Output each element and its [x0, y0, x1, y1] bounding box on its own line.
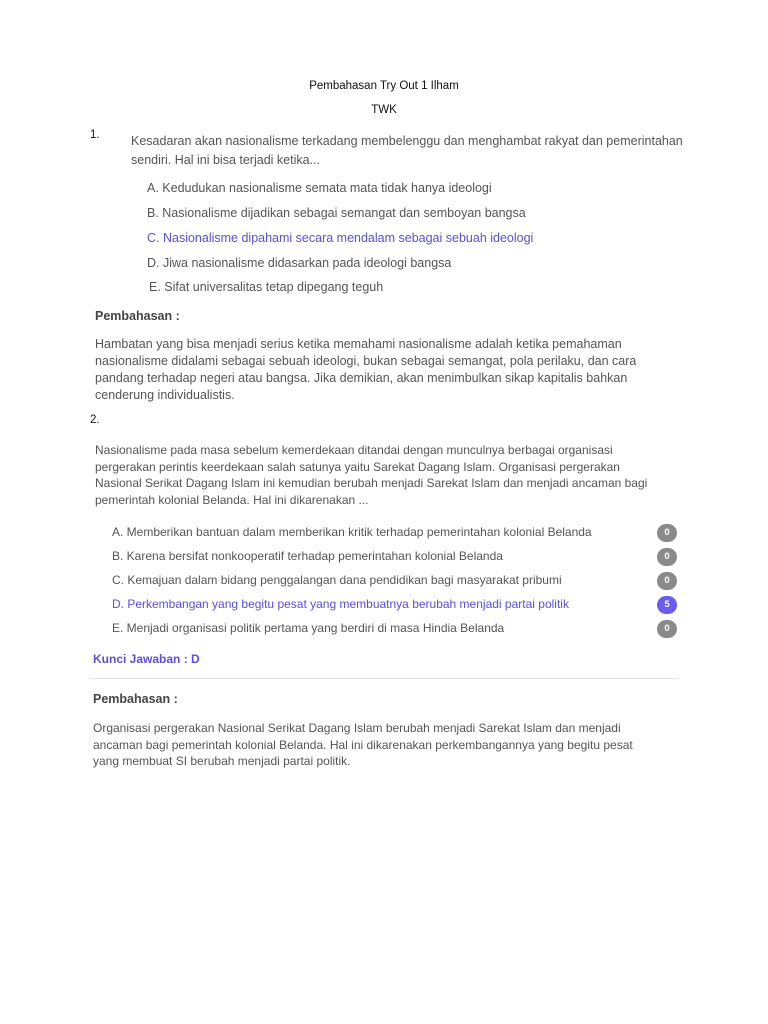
answer-count-badge: 0	[657, 524, 677, 542]
stem-line: Nasional Serikat Dagang Islam ini kemudian berubah menjadi Sarekat Islam dan menjadi ancaman bagi	[95, 476, 648, 490]
question-1-option-b: B. Nasionalisme dijadikan sebagai semangat dan semboyan bangsa	[147, 206, 526, 220]
explanation-line: cenderung individualistis.	[95, 388, 235, 402]
explanation-line: Hambatan yang bisa menjadi serius ketika memahami nasionalisme adalah ketika pemahaman	[95, 337, 622, 351]
question-2-stem	[95, 442, 695, 508]
question-2-option-e: E. Menjadi organisasi politik pertama yang berdiri di masa Hindia Belanda	[112, 621, 505, 635]
answer-key: Kunci Jawaban : D	[93, 652, 200, 666]
question-1-option-a: A. Kedudukan nasionalisme semata mata tidak hanya ideologi	[147, 181, 492, 195]
question-2-option-a: A. Memberikan bantuan dalam memberikan kritik terhadap pemerintahan kolonial Belanda	[112, 525, 592, 539]
question-1-explanation	[95, 336, 695, 404]
question-1-stem	[131, 132, 731, 170]
question-1-explanation-label: Pembahasan :	[95, 309, 180, 323]
question-2-number: 2.	[90, 414, 100, 426]
document-subtitle: TWK	[371, 104, 397, 116]
answer-count-badge: 0	[657, 620, 677, 638]
divider	[90, 678, 678, 679]
question-2-explanation-label: Pembahasan :	[93, 692, 178, 706]
answer-count-badge: 0	[657, 572, 677, 590]
explanation-line: pandang terhadap negeri atau bangsa. Jika demikian, akan menimbulkan sikap kapitalis bahkan	[95, 371, 628, 385]
question-1-option-d: D. Jiwa nasionalisme didasarkan pada ideologi bangsa	[147, 256, 452, 270]
document-title: Pembahasan Try Out 1 Ilham	[309, 80, 459, 92]
explanation-line: yang membuat SI berubah menjadi partai politik.	[93, 754, 351, 768]
question-2-option-b: B. Karena bersifat nonkooperatif terhadap pemerintahan kolonial Belanda	[112, 549, 503, 563]
question-1-option-c-correct: C. Nasionalisme dipahami secara mendalam sebagai sebuah ideologi	[147, 231, 534, 245]
answer-count-badge-active: 5	[657, 596, 677, 614]
stem-line: pergerakan perintis keerdekaan salah satunya yaitu Sarekat Dagang Islam. Organisasi pergerakan	[95, 459, 620, 474]
explanation-line: ancaman bagi pemerintah kolonial Belanda. Hal ini dikarenakan perkembangannya yang begitu pesat	[93, 737, 633, 752]
explanation-line: Organisasi pergerakan Nasional Serikat Dagang Islam berubah menjadi Sarekat Islam dan menjadi	[93, 721, 621, 735]
stem-line: Kesadaran akan nasionalisme terkadang membelenggu dan menghambat rakyat dan pemerintahan	[131, 134, 683, 148]
question-2-option-d-correct: D. Perkembangan yang begitu pesat yang membuatnya berubah menjadi partai politik	[112, 597, 569, 611]
stem-line: sendiri. Hal ini bisa terjadi ketika...	[131, 153, 320, 167]
stem-line: pemerintah kolonial Belanda. Hal ini dikarenakan ...	[95, 492, 369, 507]
question-1-number: 1.	[90, 129, 100, 141]
answer-count-badge: 0	[657, 548, 677, 566]
explanation-line: nasionalisme didalami sebagai sebuah ideologi, bukan sebagai semangat, pola perilaku, dan cara	[95, 354, 637, 368]
question-1-option-e: E. Sifat universalitas tetap dipegang teguh	[149, 280, 384, 294]
stem-line: Nasionalisme pada masa sebelum kemerdekaan ditandai dengan munculnya berbagai organisasi	[95, 443, 613, 457]
question-2-explanation	[93, 720, 693, 770]
question-2-option-c: C. Kemajuan dalam bidang penggalangan dana pendidikan bagi masyarakat pribumi	[112, 573, 562, 587]
